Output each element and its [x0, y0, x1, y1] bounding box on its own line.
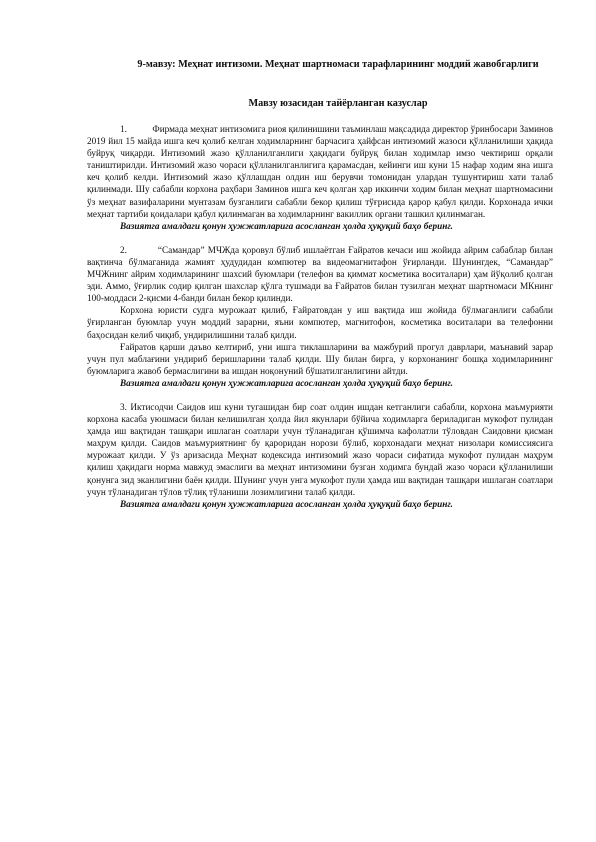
document-body [87, 124, 553, 511]
case-3-number: 3. [120, 402, 127, 413]
case-2-number: 2. [120, 245, 127, 256]
case-2-paragraph-3: Ғайратов қарши даъво келтириб, уни ишга тиклашларини ва мажбурий прогул даврлари, маънавий зарар учун пул маблағини ундириб беришларини талаб қилди. Шу билан бирга, у корхонанинг бошқа ходимларининг буюмларига жавоб бермаслигини ва ишдан ноқонуний бўшатилганлигини айтди. [87, 342, 553, 377]
case-1-number: 1. [120, 125, 127, 135]
case-3-question: Вазиятга амалдаги қонун ҳужжатларига асосланган ҳолда ҳуқуқий баҳо беринг. [120, 499, 453, 510]
case-1-text: Фирмада меҳнат интизомига риоя қилинишини таъминлаш мақсадида директор ўринбосари Заминов 2019 йил 15 майда ишга кеч қолиб келган ходимларнинг барчасига ҳайфсан интизомий жазоси қўлланилиши ҳақида буйруқ чиқарди. Интизомий жазо қўлланилганлиги ҳақидаги буйруқ билан ходимлар имзо чектириш орқали таништирилди. Интизомий жазо чораси қўлланилганлигига қарамасдан, кейинги иш куни 15 нафар ходим яна ишга кеч қолиб келди. Интизомий жазо қўллашдан олдин иш берувчи томонидан улардан тушунтириш хати талаб қилинмади. Шу сабабли корхона раҳбари Заминов ишга кеч қолган ҳар иккинчи ходим билан меҳнат шартномасини ўз меҳнат вазифаларини мунтазам бузганлиги сабабли бекор қилиш тўғрисида қарор қабул қилди. Корхонада ички меҳнат тартиби қоидалари қабул қилинмаган ва ходимларнинг вакиллик органи ташкил қилинмаган. [87, 125, 554, 220]
case-1-question: Вазиятга амалдаги қонун ҳужжатларига асосланган ҳолда ҳуқуқий баҳо беринг. [120, 221, 453, 232]
case-2-text-1: “Самандар” МЧЖда қоровул бўлиб ишлаётган Ғайратов кечаси иш жойида айрим сабаблар билан вақтинча бўлмаганида жамият ҳудудидан компютер ва видеомагнитафон ўғирланди. Шунингдек, “Самандар” МЧЖнинг айрим ходимларининг шахсий буюмлари (телефон ва қиммат косметика воситалари) ҳам йўқолиб қолган эди. Аммо, ўғирлик содир қилган шахслар қўлга тушмади ва Ғайратов билан тузилган меҳнат шартномаси МКнинг 100-моддаси 2-қисми 4-банди билан бекор қилинди. [87, 245, 554, 305]
case-2-paragraph-1 [87, 245, 553, 305]
spacer [87, 390, 553, 402]
spacer [87, 233, 553, 245]
case-2-paragraph-2: Корхона юристи судга мурожаат қилиб, Ғайратовдан у иш вақтида иш жойида бўлмаганлиги сабабли ўғирланган буюмлар учун моддий зарарни, яъни компютер, магнитофон, косметика воситалари ва телефонни баҳосидан келиб чиқиб, ундирилишини талаб қилди. [87, 306, 553, 341]
page-title: 9-мавзу: Меҳнат интизоми. Меҳнат шартномаси тарафларининг моддий жавобгарлиги [137, 59, 539, 70]
case-1-paragraph-1 [87, 124, 553, 221]
case-3-text: Иктисодчи Саидов иш куни тугашидан бир соат олдин ишдан кетганлиги сабабли, корхона маъмурияти корхона касаба уюшмаси билан келишилган ҳолда йил якунлари бўйича ходимларга бериладиган мукофот пулидан ҳамда иш вақтидан ташқари ишлаган соатлари учун тўланадиган қўшимча кафолатли тўловдан Саидовни қисман маҳрум қилди. Саидов маъмуриятнинг бу қароридан норози бўлиб, корхонадаги меҳнат низолари комиссиясига мурожаат қилди. У ўз аризасида Меҳнат кодексида интизомий жазо чораси сифатида мукофот пулидан маҳрум қилиш ҳақидаги норма мавжуд эмаслиги ва меҳнат интизомини бузган ходимга бундай жазо чораси қўлланилиши қонунга зид эканлигини баён қилди. Шунинг учун унга мукофот пули ҳамда иш вақтидан ташқари ишлаган соатлари учун тўланадиган тўлов тўлиқ тўланиши лозимлигини талаб қилди. [87, 402, 554, 498]
page-subtitle: Мавзу юзасидан тайёрланган казуслар [248, 98, 428, 109]
case-3-paragraph-1 [87, 402, 553, 499]
case-2-question: Вазиятга амалдаги қонун ҳужжатларига асосланган ҳолда ҳуқуқий баҳо беринг. [120, 378, 453, 389]
